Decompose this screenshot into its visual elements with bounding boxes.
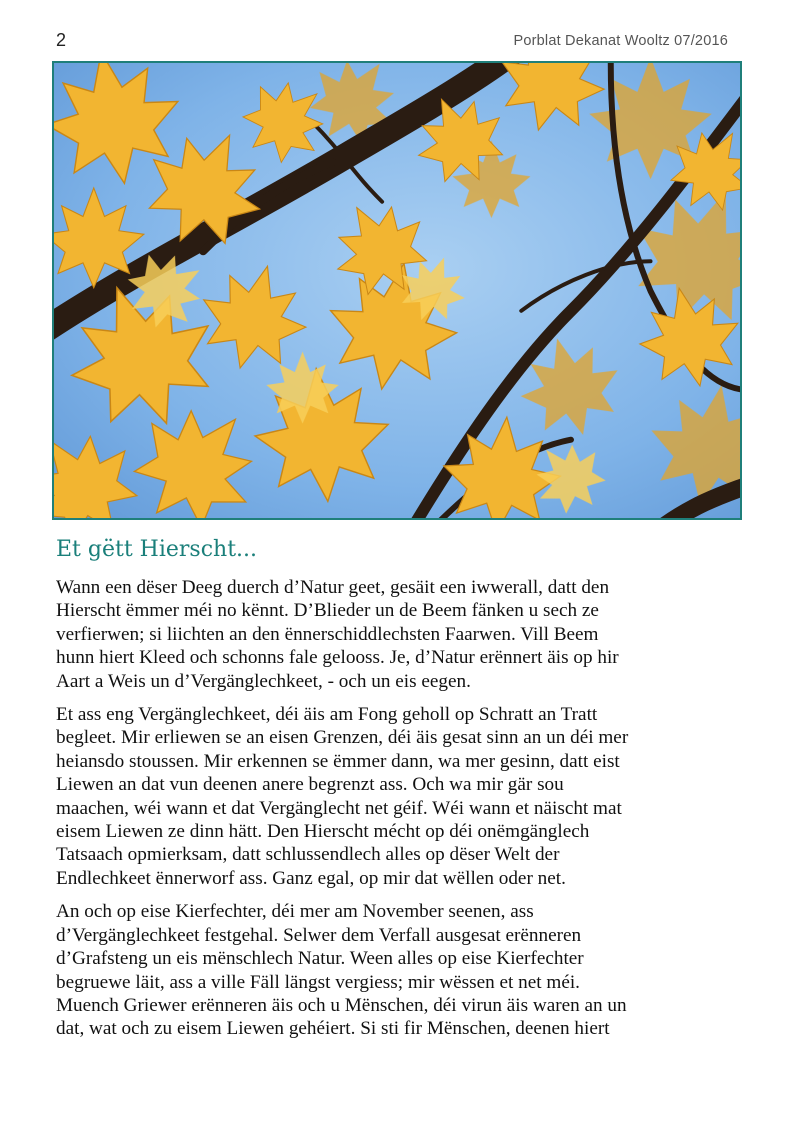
text-line: Endlechkeet ënnerworf ass. Ganz egal, op mir dat wëllen oder net.	[56, 867, 566, 889]
text-line: heiansdo stoussen. Mir erkennen se ëmmer dann, wa mer gesinn, datt eist	[56, 750, 620, 772]
text-line: d’Vergänglechkeet festgehal. Selwer dem Verfall ausgesat erënneren	[56, 924, 582, 946]
running-header: Porblat Dekanat Wooltz 07/2016	[513, 33, 728, 49]
article-body	[56, 576, 746, 1051]
text-line: dat, wat och zu eisem Liewen gehéiert. Si sti fir Mënschen, deenen hiert	[56, 1018, 610, 1040]
text-line: eisem Liewen ze dinn hätt. Den Hierscht mécht op déi onëmgänglech	[56, 821, 590, 843]
text-line: maachen, wéi wann et dat Vergänglecht net géif. Wéi wann et näischt mat	[56, 797, 622, 819]
autumn-leaves-photo	[52, 61, 742, 520]
text-line: hunn hiert Kleed och schonns fale gelooss. Je, d’Natur erënnert äis op hir	[56, 647, 619, 669]
text-line: Wann een dëser Deeg duerch d’Natur geet, gesäit een iwwerall, datt den	[56, 577, 610, 598]
paragraph-2	[56, 703, 746, 890]
text-line: begruewe läit, ass a ville Fäll längst vergiess; mir wëssen et net méi.	[56, 971, 580, 993]
text-line: verfierwen; si liichten an den ënnerschiddlechsten Faarwen. Vill Beem	[56, 623, 599, 645]
text-line: begleet. Mir erliewen se an eisen Grenzen, déi äis gesat sinn an un déi mer	[56, 727, 629, 749]
paragraph-1	[56, 576, 746, 693]
text-line: An och op eise Kierfechter, déi mer am November seenen, ass	[56, 901, 534, 923]
text-line: d’Grafsteng un eis mënschlech Natur. Ween alles op eise Kierfechter	[56, 948, 584, 970]
autumn-leaves-illustration	[54, 63, 740, 518]
text-line: Hierscht ëmmer méi no kënnt. D’Blieder un de Beem fänken u sech ze	[56, 600, 599, 622]
paragraph-3	[56, 900, 746, 1040]
text-line: Liewen an dat vun deenen anere begrenzt ass. Och wa mir gär sou	[56, 774, 564, 796]
text-line: Muench Griewer erënneren äis och u Mënschen, déi virun äis waren an un	[56, 994, 627, 1016]
article-title: Et gëtt Hierscht...	[56, 537, 258, 562]
text-line: Et ass eng Vergänglechkeet, déi äis am Fong geholl op Schratt an Tratt	[56, 704, 598, 726]
page-number: 2	[56, 30, 67, 50]
text-line: Tatsaach opmierksam, datt schlussendlech alles op dëser Welt der	[56, 844, 560, 866]
text-line: Aart a Weis un d’Vergänglechkeet, - och un eis eegen.	[56, 670, 471, 692]
